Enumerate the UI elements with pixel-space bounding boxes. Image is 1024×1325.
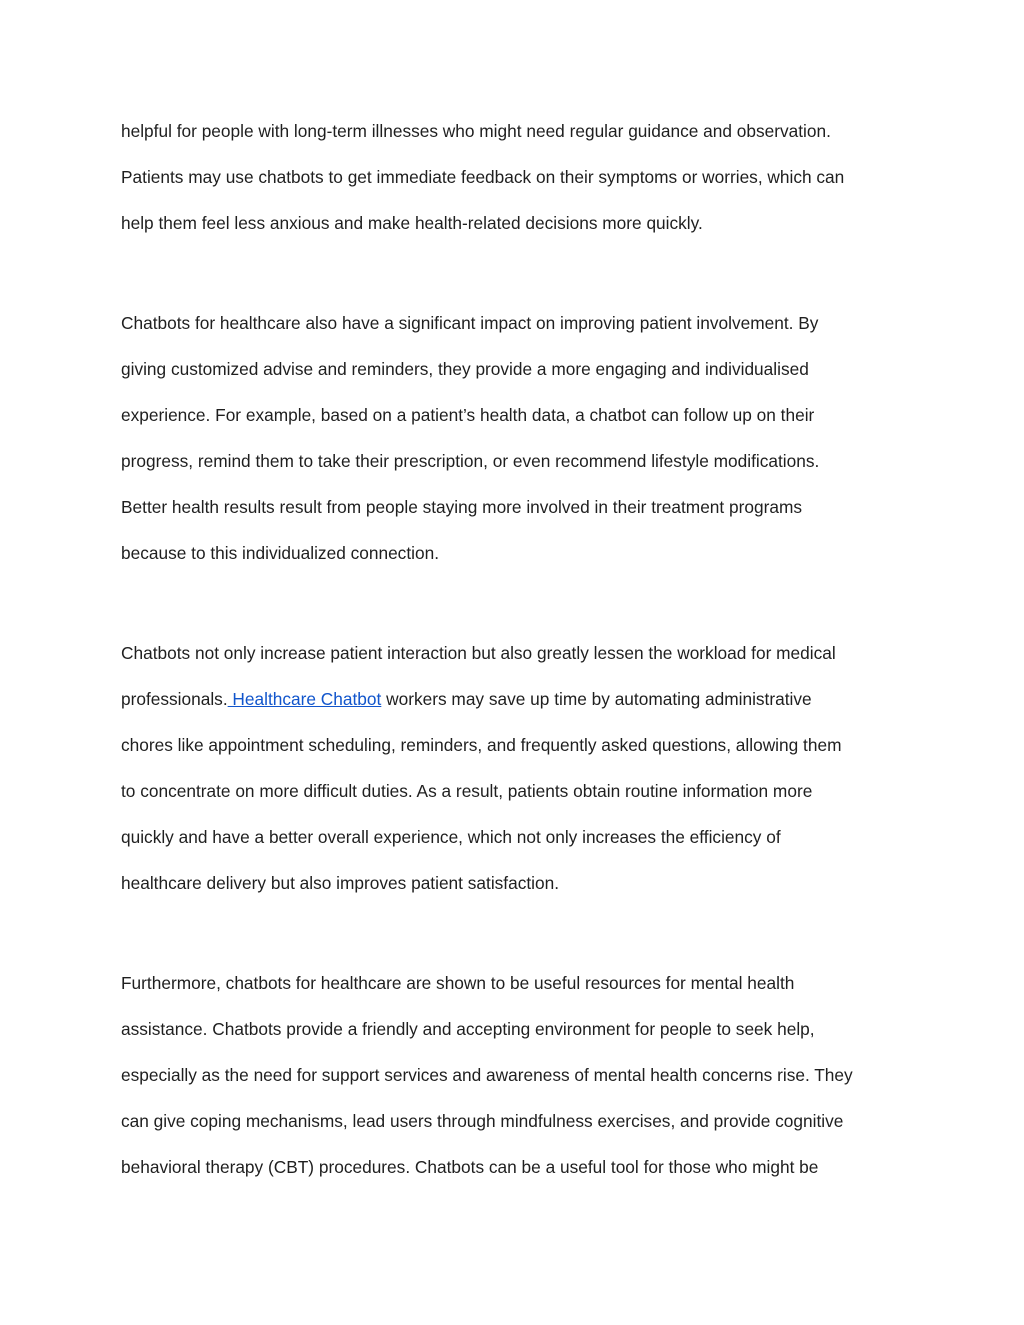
paragraph-line-with-link xyxy=(121,689,812,709)
paragraph-line: because to this individualized connection. xyxy=(121,543,439,563)
paragraph-line: giving customized advise and reminders, they provide a more engaging and individualised xyxy=(121,359,809,379)
paragraph-line: Chatbots not only increase patient interaction but also greatly lessen the workload for medical xyxy=(121,643,836,663)
paragraph-line: healthcare delivery but also improves patient satisfaction. xyxy=(121,873,560,893)
paragraph-line: to concentrate on more difficult duties. As a result, patients obtain routine information more xyxy=(121,781,813,801)
paragraph-text: workers may save up time by automating administrative xyxy=(381,689,812,709)
paragraph-line: quickly and have a better overall experience, which not only increases the efficiency of xyxy=(121,827,781,847)
paragraph-line: help them feel less anxious and make health-related decisions more quickly. xyxy=(121,213,703,233)
paragraph-line: Furthermore, chatbots for healthcare are shown to be useful resources for mental health xyxy=(121,973,795,993)
paragraph-line: assistance. Chatbots provide a friendly and accepting environment for people to seek help, xyxy=(121,1019,815,1039)
paragraph-line: chores like appointment scheduling, reminders, and frequently asked questions, allowing them xyxy=(121,735,842,755)
paragraph-line: helpful for people with long-term illnesses who might need regular guidance and observation. xyxy=(121,121,831,141)
paragraph-line: can give coping mechanisms, lead users through mindfulness exercises, and provide cognitive xyxy=(121,1111,844,1131)
healthcare-chatbot-link[interactable]: Healthcare Chatbot xyxy=(227,689,382,709)
paragraph-line: progress, remind them to take their prescription, or even recommend lifestyle modifications. xyxy=(121,451,820,471)
paragraph-line: Better health results result from people staying more involved in their treatment programs xyxy=(121,497,803,517)
paragraph-line: Chatbots for healthcare also have a significant impact on improving patient involvement. By xyxy=(121,313,819,333)
paragraph-line: experience. For example, based on a patient’s health data, a chatbot can follow up on their xyxy=(121,405,815,425)
paragraph-line: behavioral therapy (CBT) procedures. Chatbots can be a useful tool for those who might be xyxy=(121,1157,819,1177)
paragraph-line: especially as the need for support services and awareness of mental health concerns rise. They xyxy=(121,1065,853,1085)
paragraph-text: professionals. xyxy=(121,689,228,709)
paragraph-line: Patients may use chatbots to get immediate feedback on their symptoms or worries, which can xyxy=(121,167,845,187)
